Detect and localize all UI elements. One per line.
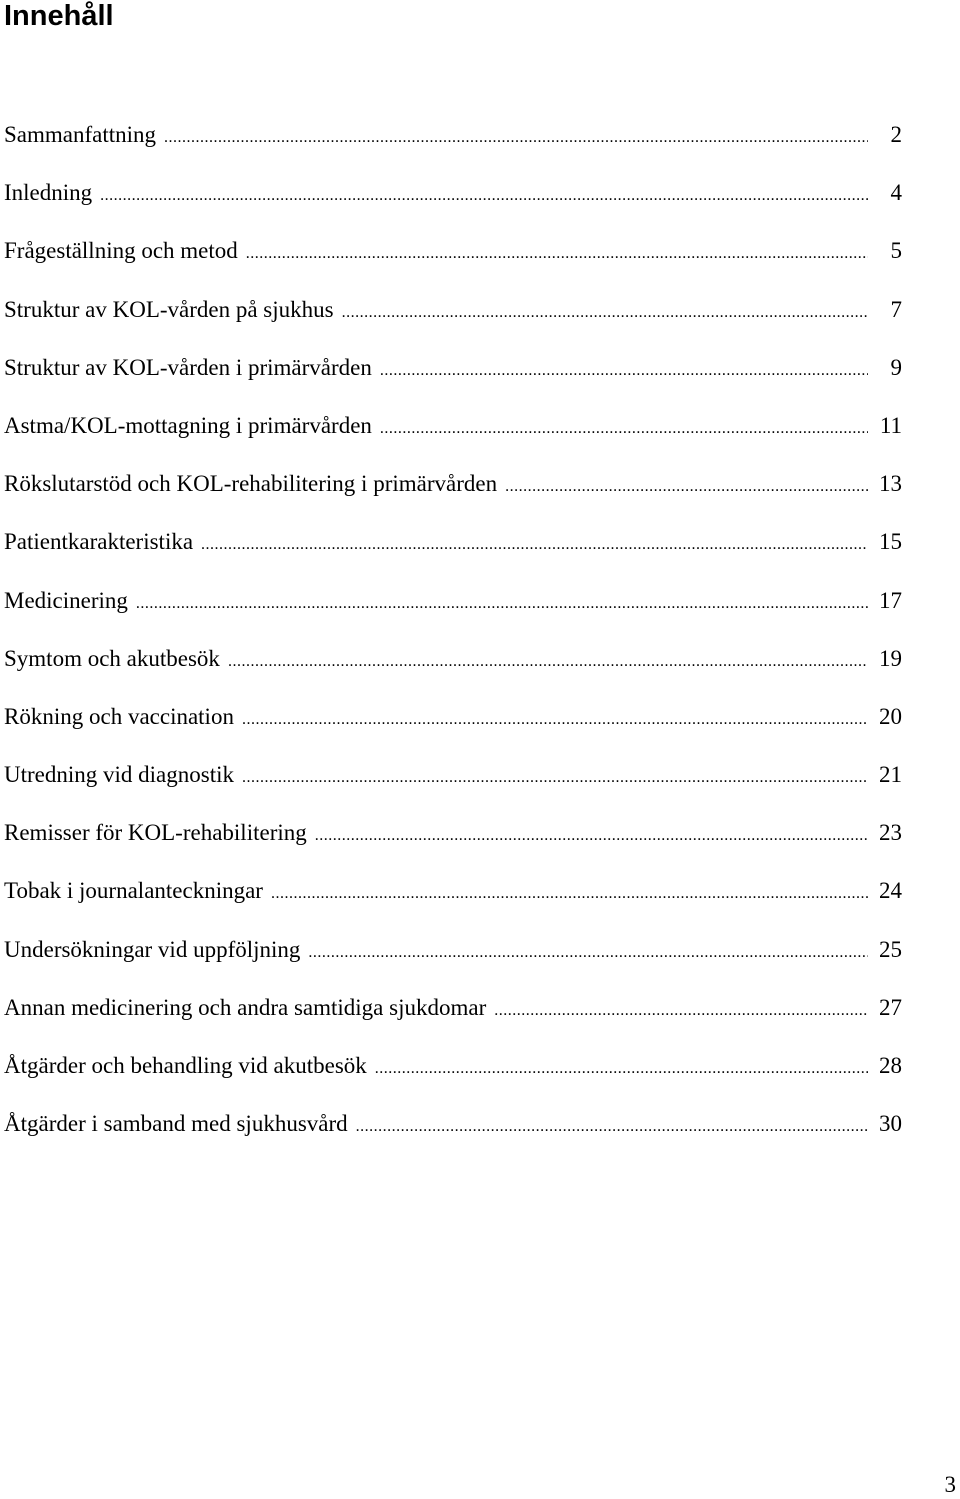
toc-entry[interactable] [4, 990, 902, 1048]
toc-entry-title: Symtom och akutbesök [4, 645, 220, 671]
toc-entry-title: Inledning [4, 180, 93, 206]
toc-entry-title: Undersökningar vid uppföljning [4, 936, 301, 962]
toc-entry-page: 30 [879, 1111, 902, 1137]
toc-entry-page: 20 [879, 703, 902, 729]
dot-leader [242, 760, 868, 796]
toc-entry-title: Åtgärder i samband med sjukhusvård [4, 1111, 348, 1137]
page-number: 3 [944, 1472, 956, 1497]
toc-entry[interactable] [4, 815, 902, 873]
toc-entry-page: 9 [890, 354, 902, 380]
toc-entry-page: 15 [879, 529, 902, 555]
toc-entry-page: 5 [890, 238, 902, 264]
toc-entry-page: 25 [879, 936, 902, 962]
toc-entry-page: 7 [890, 296, 902, 322]
dot-leader [228, 644, 868, 680]
toc-entry-page: 2 [890, 122, 902, 147]
toc-entry[interactable] [4, 117, 902, 175]
toc-entry[interactable] [4, 1048, 902, 1106]
toc-entry-title: Rökslutarstöd och KOL-rehabilitering i primärvården [4, 471, 498, 497]
dot-leader [271, 876, 868, 912]
toc-entry-page: 21 [879, 762, 902, 788]
toc-entry[interactable] [4, 873, 902, 931]
toc-entry-title: Remisser för KOL-rehabilitering [4, 820, 307, 846]
toc-entry-title: Utredning vid diagnostik [4, 762, 234, 788]
toc-entry-title: Tobak i journalanteckningar [4, 878, 263, 904]
dot-leader [505, 469, 868, 505]
dot-leader [380, 411, 868, 447]
dot-leader [100, 178, 868, 214]
toc-entry-title: Astma/KOL-mottagning i primärvården [4, 412, 372, 438]
dot-leader [356, 1109, 868, 1145]
dot-leader [375, 1051, 868, 1087]
dot-leader [246, 236, 868, 272]
toc-entry[interactable] [4, 233, 902, 291]
dot-leader [315, 818, 868, 854]
toc-entry-title: Medicinering [4, 587, 128, 613]
toc-entry[interactable] [4, 408, 902, 466]
toc-entry[interactable] [4, 932, 902, 990]
toc-entry-page: 28 [879, 1053, 902, 1078]
toc-entry-title: Annan medicinering och andra samtidiga sjukdomar [4, 994, 487, 1020]
toc-entry[interactable] [4, 524, 902, 582]
toc-entry-title: Struktur av KOL-vården på sjukhus [4, 296, 334, 322]
dot-leader [380, 353, 868, 389]
toc-entry-page: 23 [879, 820, 902, 846]
dot-leader [494, 993, 868, 1029]
toc-entry-page: 11 [879, 412, 902, 438]
page-title: Innehåll [4, 0, 114, 32]
toc-entry-title: Patientkarakteristika [4, 529, 194, 555]
dot-leader [242, 702, 868, 738]
toc-entry-title: Struktur av KOL-vården i primärvården [4, 354, 372, 380]
toc-entry-page: 19 [879, 645, 902, 671]
dot-leader [164, 120, 868, 156]
dot-leader [342, 295, 868, 331]
toc-entry-page: 13 [879, 471, 902, 497]
table-of-contents [4, 117, 902, 1164]
toc-entry-page: 17 [879, 587, 902, 613]
toc-entry[interactable] [4, 583, 902, 641]
dot-leader [201, 527, 868, 563]
dot-leader [308, 935, 868, 971]
toc-entry[interactable] [4, 350, 902, 408]
toc-entry[interactable] [4, 757, 902, 815]
toc-entry[interactable] [4, 641, 902, 699]
toc-entry[interactable] [4, 466, 902, 524]
toc-entry-title: Sammanfattning [4, 122, 157, 147]
toc-entry[interactable] [4, 292, 902, 350]
toc-entry-page: 24 [879, 878, 902, 904]
toc-entry-title: Rökning och vaccination [4, 703, 234, 729]
toc-entry[interactable] [4, 1106, 902, 1164]
toc-entry-page: 4 [890, 180, 902, 206]
toc-entry[interactable] [4, 699, 902, 757]
toc-entry-title: Frågeställning och metod [4, 238, 238, 264]
toc-entry-page: 27 [879, 994, 902, 1020]
toc-entry[interactable] [4, 175, 902, 233]
dot-leader [136, 586, 868, 622]
toc-entry-title: Åtgärder och behandling vid akutbesök [4, 1053, 367, 1078]
